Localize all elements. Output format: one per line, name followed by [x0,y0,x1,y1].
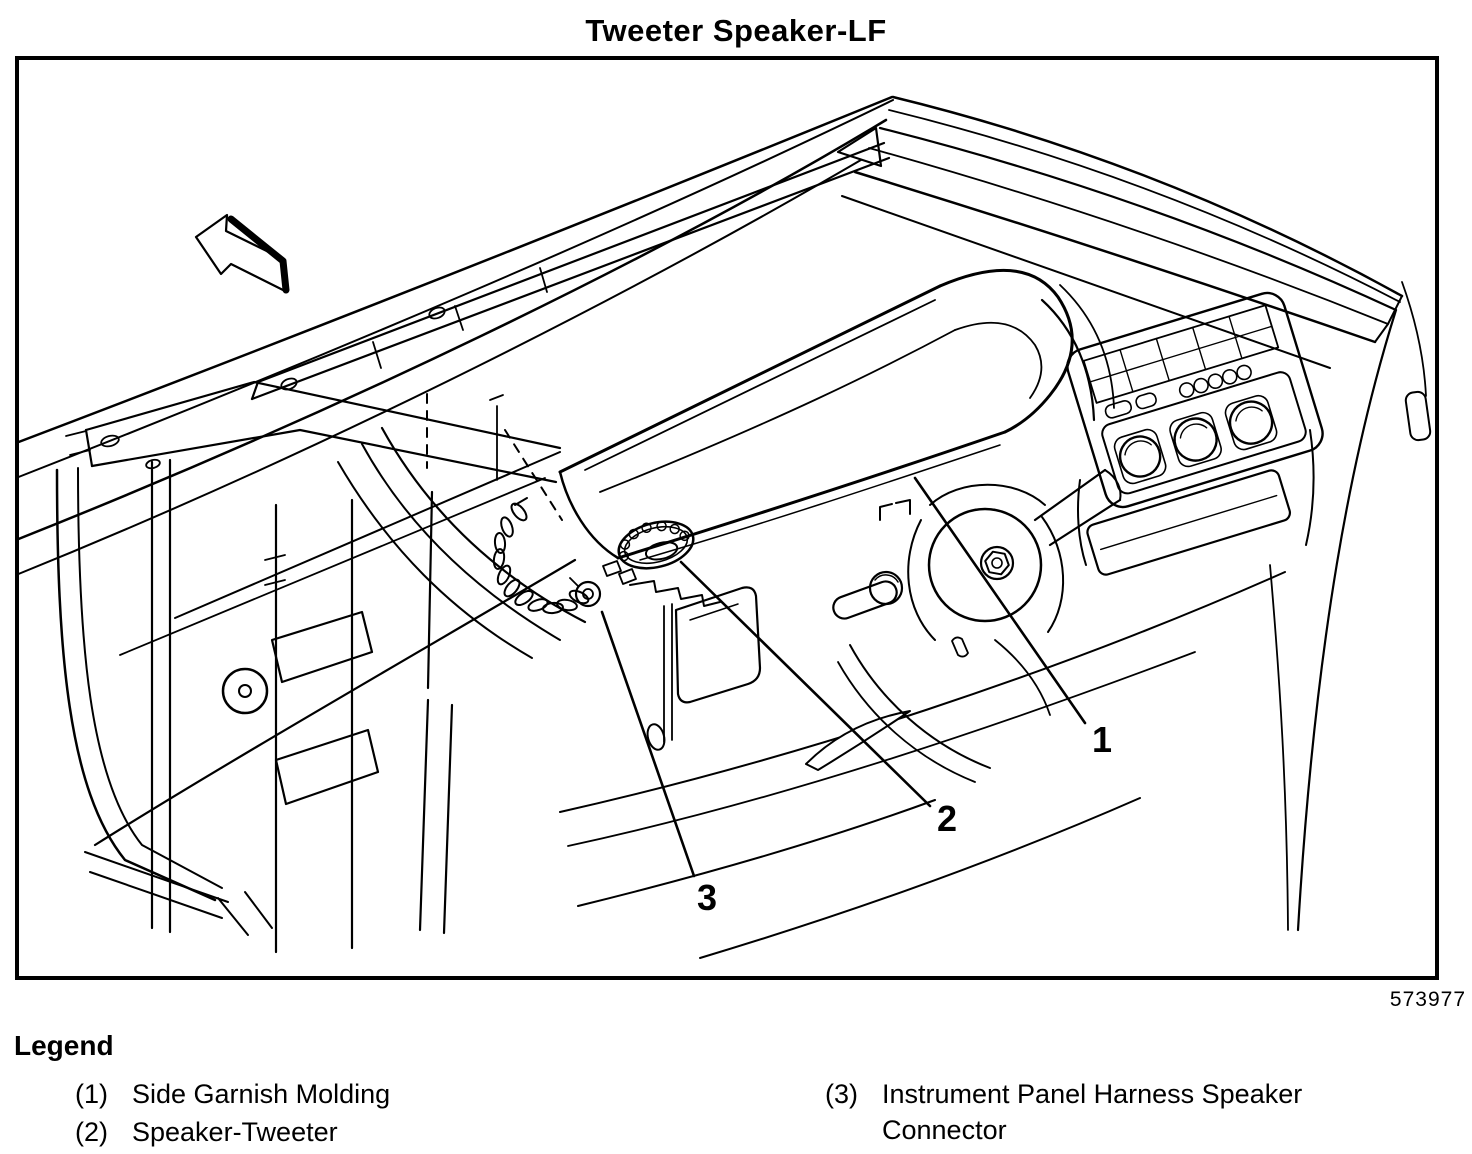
figure-number: 573977 [1389,988,1466,1011]
dashboard-pad [560,270,1072,560]
callout-3: 3 [696,877,718,918]
legend-item-2 [75,1114,338,1150]
figure-title: Tweeter Speaker-LF [585,13,887,48]
legend-item-3-label: Instrument Panel Harness Speaker Connector [882,1079,1303,1145]
hvac-knob [1225,396,1277,448]
direction-arrow-icon [196,215,287,292]
windshield-header-rails [16,97,893,575]
legend-item-3-number: (3) [825,1079,858,1109]
leader-2 [681,562,930,806]
pillar-grommet [223,669,267,713]
callout-leaders [602,478,1085,876]
legend-item-2-number: (2) [75,1117,108,1147]
callout-2: 2 [936,798,958,839]
turn-signal-stalk [830,572,902,622]
speaker-tweeter-assembly [427,394,720,614]
legend-heading: Legend [14,1030,114,1061]
harness-speaker-connector [570,561,636,606]
legend-item-1-number: (1) [75,1079,108,1109]
knee-bolster [645,587,760,751]
hvac-knob [1169,413,1221,465]
callout-1: 1 [1091,719,1113,760]
door-opening-lines [560,572,1285,958]
legend-item-3 [825,1076,1352,1148]
a-pillar-curves [95,428,585,845]
tweeter-speaker-diagram [15,56,1439,980]
side-garnish-molding [252,143,889,399]
hvac-center-stack [1042,285,1327,577]
leader-3 [602,612,694,876]
cowl-shelf [66,382,560,482]
legend-item-2-label: Speaker-Tweeter [132,1117,338,1147]
legend-item-1 [75,1076,390,1112]
legend-item-1-label: Side Garnish Molding [132,1079,391,1109]
right-pillar-line [1298,310,1396,930]
